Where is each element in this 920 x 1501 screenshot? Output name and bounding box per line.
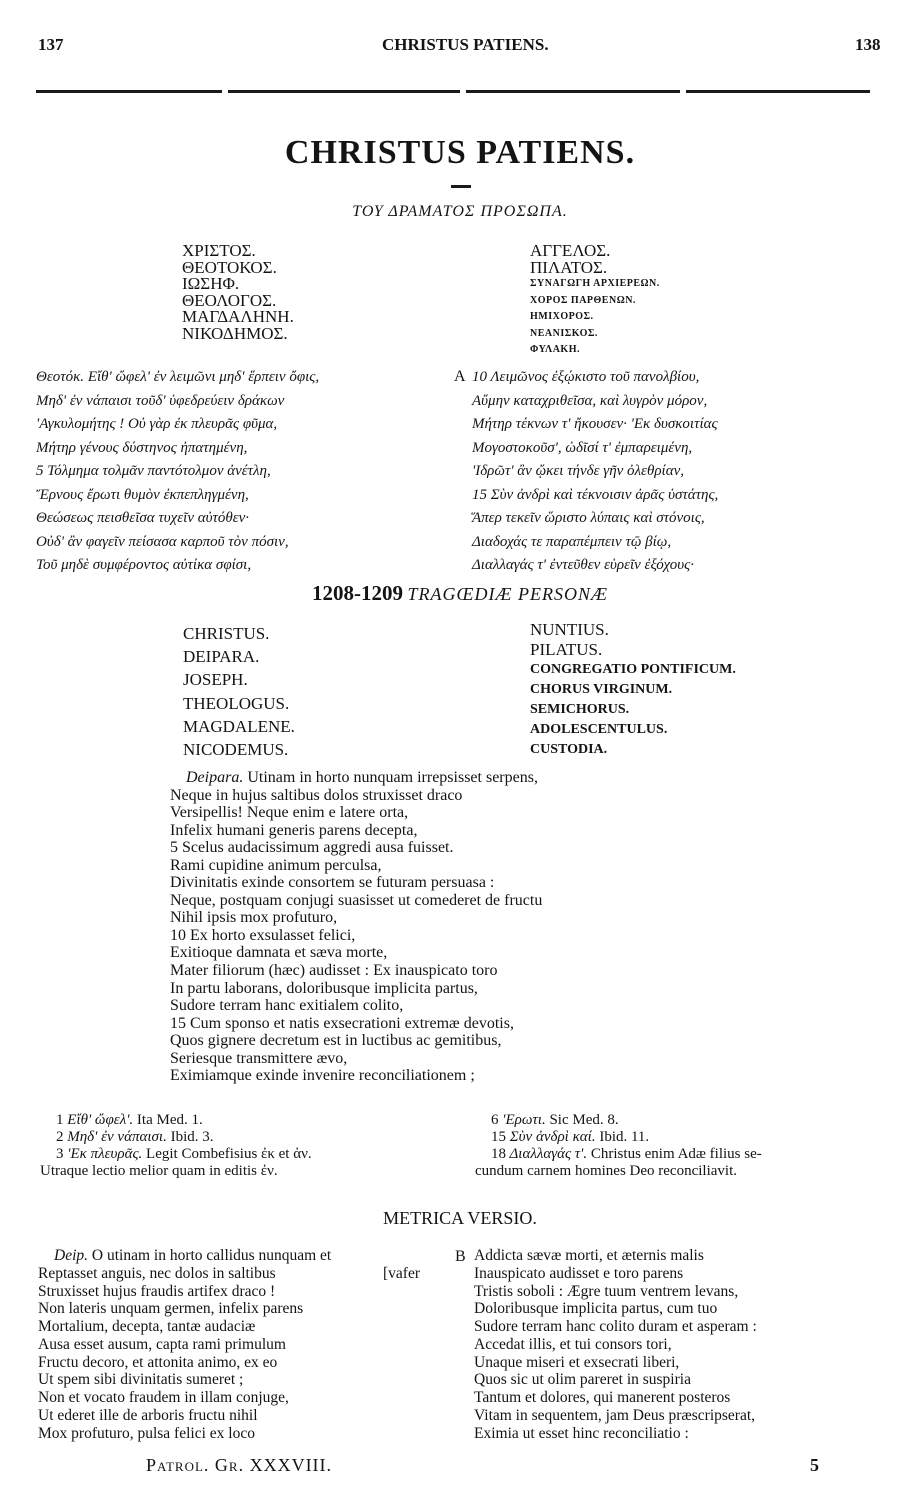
latin-person: NICODEMUS. — [183, 740, 289, 760]
greek-person: ΦΥΛΑΚΗ. — [530, 344, 580, 355]
metrica-line: Addicta sævæ morti, et æternis malis — [474, 1247, 704, 1264]
verse-line: Μηδ' ἐν νάπαισι τοῦδ' ὑφεδρεύειν δράκων — [36, 392, 285, 409]
header-rule-1 — [36, 90, 222, 93]
metrica-line: Doloribusque implicita partus, cum tuo — [474, 1300, 718, 1318]
right-page-number: 138 — [855, 35, 881, 54]
header-rule-4 — [686, 90, 870, 93]
header-rule-2 — [228, 90, 460, 93]
metrica-line: Ut ederet ille de arboris fructu nihil — [38, 1406, 258, 1424]
latin-person: DEIPARA. — [183, 647, 260, 667]
verse-overflow: [vafer — [383, 1265, 420, 1282]
metrica-line: Accedat illis, et tui consors tori, — [474, 1335, 672, 1353]
verse-line: Θεοτόκ. Εἴθ' ὤφελ' ἐν λειμῶνι μηδ' ἕρπειν ὄφις, — [36, 369, 320, 385]
prose-line: Infelix humani generis parens decepta, — [170, 821, 418, 839]
greek-person: ΑΓΓΕΛΟΣ. — [530, 241, 611, 260]
metrica-line: Mox profuturo, pulsa felici ex loco — [38, 1424, 255, 1442]
verse-line: Διαδοχάς τε παραπέμπειν τῷ βίῳ, — [472, 533, 672, 550]
metrica-line: Reptasset anguis, nec dolos in saltibus — [38, 1264, 276, 1282]
latin-person: THEOLOGUS. — [183, 693, 290, 713]
latin-person: CHORUS VIRGINUM. — [530, 682, 673, 698]
prose-line: Seriesque transmittere ævo, — [170, 1049, 348, 1067]
left-page-number: 137 — [38, 35, 64, 54]
metrica-line: Tantum et dolores, qui manerent posteros — [474, 1389, 731, 1406]
metrica-line: Vitam in sequentem, jam Deus præscripserat, — [474, 1406, 756, 1424]
prose-line: Neque in hujus saltibus dolos struxisset draco — [170, 786, 463, 804]
footnote: 18 Διαλλαγάς τ'. Christus enim Adæ filius se- — [491, 1146, 762, 1162]
greek-person: ΧΡΙΣΤΟΣ. — [182, 241, 256, 260]
running-title: CHRISTUS PATIENS. — [382, 35, 549, 54]
latin-person: CONGREGATIO PONTIFICUM. — [530, 662, 736, 677]
prose-line: Deipara. Utinam in horto nunquam irrepsisset serpens, — [186, 769, 538, 786]
column-numbers: 1208-1209 — [312, 581, 403, 605]
metrica-line: Ut spem sibi divinitatis sumeret ; — [38, 1371, 244, 1389]
greek-person: ΣΥΝΑΓΩΓΗ ΑΡΧΙΕΡΕΩΝ. — [530, 278, 660, 289]
greek-verse-left — [36, 366, 319, 578]
latin-person: PILATUS. — [530, 640, 603, 659]
footnote-continuation: cundum carnem homines Deo reconciliavit. — [475, 1163, 737, 1179]
greek-persons-left — [182, 243, 294, 342]
greek-persons-right — [530, 243, 660, 359]
greek-person: ΝΕΑΝΙΣΚΟΣ. — [530, 327, 598, 339]
greek-person: ΠΙΛΑΤΟΣ. — [530, 257, 608, 277]
prose-line: 15 Cum sponso et natis exsecrationi extremæ devotis, — [170, 1014, 514, 1032]
footnote: 2 Μηδ' ἐν νάπαισι. Ibid. 3. — [56, 1129, 214, 1145]
verse-line: Ἔρνους ἔρωτι θυμὸν ἐκπεπληγμένη, — [36, 486, 249, 503]
column-mark-b: B — [455, 1248, 466, 1265]
metrica-line: Quos sic ut olim pareret in suspiria — [474, 1371, 691, 1389]
greek-person: ΗΜΙΧΟΡΟΣ. — [530, 311, 594, 322]
greek-person: ΜΑΓΔΑΛΗΝΗ. — [182, 307, 294, 326]
metrica-line: Non lateris unquam germen, infelix parens — [38, 1300, 304, 1318]
metrica-line: Eximia ut esset hinc reconciliatio : — [474, 1424, 689, 1442]
prose-line: Sudore terram hanc exitialem colito, — [170, 997, 404, 1015]
prose-line: 10 Ex horto exsulasset felici, — [170, 926, 356, 944]
speaker-label: Θεοτόκ. — [36, 369, 85, 385]
footnote-continuation: Utraque lectio melior quam in editis ἐν. — [40, 1163, 278, 1179]
verse-line: 15 Σὺν ἀνδρὶ καὶ τέκνοισιν ἀρᾶς ὑστάτης, — [472, 486, 719, 503]
metrica-line: Fructu decoro, et attonita animo, ex eo — [38, 1353, 278, 1371]
latin-person: JOSEPH. — [183, 670, 248, 690]
verse-line: Μήτηρ γένους δύστηνος ἠπατημένη, — [36, 439, 248, 456]
footnotes-right — [475, 1112, 762, 1180]
verse-line: Οὐδ' ἂν φαγεῖν πείσασα καρποῦ τὸν πόσιν, — [36, 533, 289, 550]
metrica-line: Sudore terram hanc colito duram et asperam : — [474, 1318, 757, 1335]
metrica-line: Mortalium, decepta, tantæ audaciæ — [38, 1318, 256, 1335]
metrica-line: Unaque miseri et exsecrati liberi, — [474, 1353, 680, 1371]
prose-line: Divinitatis exinde consortem se futuram persuasa : — [170, 874, 495, 892]
header-rule-3 — [466, 90, 680, 93]
verse-line: Μήτηρ τέκνων τ' ἤκουσεν· 'Εκ δυσκοιτίας — [472, 416, 718, 432]
prose-line: Mater filiorum (hæc) audisset : Ex inauspicato toro — [170, 962, 498, 980]
metrica-left — [38, 1247, 331, 1442]
page-title: CHRISTUS PATIENS. — [284, 134, 636, 171]
metrica-line: Tristis soboli : Ægre tuum ventrem levans, — [474, 1282, 739, 1300]
metrica-line: Ausa esset ausum, capta rami primulum — [38, 1335, 286, 1353]
column-mark-a: A — [454, 368, 466, 385]
verse-line: 'Αγκυλομήτης ! Οὐ γὰρ ἐκ πλευρᾶς φῦμα, — [36, 416, 278, 432]
footnote: 1 Εἴθ' ὤφελ'. Ita Med. 1. — [56, 1112, 203, 1128]
metrica-line: Non et vocato fraudem in illam conjuge, — [38, 1389, 289, 1406]
prose-line: Eximiamque exinde invenire reconciliationem ; — [170, 1067, 475, 1085]
latin-translation — [170, 769, 542, 1085]
greek-person: ΘΕΟΛΟΓΟΣ. — [182, 290, 277, 310]
speaker-label: Deipara. — [186, 769, 244, 786]
prose-line: Neque, postquam conjugi suasisset ut comederet de fructu — [170, 891, 543, 909]
latin-persons-left — [183, 622, 295, 761]
section-title: TRAGŒDIÆ PERSONÆ — [407, 584, 608, 604]
prose-line: 5 Scelus audacissimum aggredi ausa fuisset. — [170, 839, 454, 857]
greek-person: ΝΙΚΟΔΗΜΟΣ. — [182, 323, 288, 343]
latin-person: ADOLESCENTULUS. — [530, 722, 668, 738]
footnotes-left — [40, 1112, 312, 1180]
metrica-heading: METRICA VERSIO. — [383, 1208, 537, 1228]
greek-verse-right — [472, 366, 718, 578]
latin-persons-right — [530, 620, 736, 760]
prose-line: Rami cupidine animum perculsa, — [170, 856, 382, 874]
latin-person: MAGDALENE. — [183, 716, 295, 736]
greek-person: ΧΟΡΟΣ ΠΑΡΘΕΝΩΝ. — [530, 294, 636, 306]
verse-line: Θεώσεως πεισθεῖσα τυχεῖν αὐτόθεν· — [36, 510, 250, 526]
speaker-label: Deip. — [54, 1247, 89, 1264]
verse-line: Μογοστοκοῦσ', ὠδῖσί τ' ἐμπαρειμένη, — [472, 439, 693, 456]
prose-line: In partu laborans, doloribusque implicita partus, — [170, 979, 478, 997]
metrica-right — [474, 1247, 757, 1442]
metrica-line: Inauspicato audisset e toro parens — [474, 1264, 684, 1282]
footnote: 15 Σὺν ἀνδρὶ καί. Ibid. 11. — [491, 1129, 650, 1145]
verse-line: 5 Τόλμημα τολμᾶν παντότολμον ἀνέτλη, — [36, 463, 271, 479]
verse-line: 10 Λειμῶνος ἐξῴκιστο τοῦ πανολβίου, — [472, 369, 700, 385]
latin-section-heading — [0, 581, 920, 606]
prose-line: Versipellis! Neque enim e latere orta, — [170, 804, 409, 822]
greek-person: ΙΩΣΗΦ. — [182, 274, 240, 293]
latin-person: CHRISTUS. — [183, 624, 270, 643]
verse-line: Διαλλαγάς τ' ἐντεῦθεν εὑρεῖν ἐξόχους· — [472, 557, 694, 573]
latin-person: CUSTODIA. — [530, 742, 608, 758]
verse-line: Τοῦ μηδὲ συμφέροντος αὐτίκα σφίσι, — [36, 557, 252, 573]
metrica-line: Deip. O utinam in horto callidus nunquam et — [54, 1247, 332, 1264]
footnote: 3 'Εκ πλευρᾶς. Legit Combefisius ἐκ et ἀν. — [56, 1146, 312, 1162]
verse-line: Αὔμην καταχριθεῖσα, καὶ λυγρὸν μόρον, — [472, 392, 708, 409]
greek-subtitle: ΤΟΥ ΔΡΑΜΑΤΟΣ ΠΡΟΣΩΠΑ. — [352, 203, 568, 220]
footer-signature: Patrol. Gr. XXXVIII. — [146, 1455, 333, 1475]
footer-number: 5 — [810, 1455, 819, 1475]
verse-line: 'Ιδρῶτ' ἂν ᾤκει τήνδε γῆν ὀλεθρίαν, — [472, 463, 684, 479]
prose-line: Exitioque damnata et sæva morte, — [170, 944, 388, 962]
latin-person: SEMICHORUS. — [530, 702, 630, 718]
prose-line: Nihil ipsis mox profuturo, — [170, 909, 338, 927]
metrica-line: Struxisset hujus fraudis artifex draco ! — [38, 1282, 276, 1300]
latin-person: NUNTIUS. — [530, 620, 609, 639]
prose-line: Quos gignere decretum est in luctibus ac gemitibus, — [170, 1032, 502, 1050]
greek-person: ΘΕΟΤΟΚΟΣ. — [182, 257, 277, 277]
title-dash — [451, 185, 471, 188]
footnote: 6 'Ερωτι. Sic Med. 8. — [491, 1112, 619, 1128]
verse-line: Ἅπερ τεκεῖν ὥριστο λύπαις καὶ στόνοις, — [472, 510, 705, 526]
